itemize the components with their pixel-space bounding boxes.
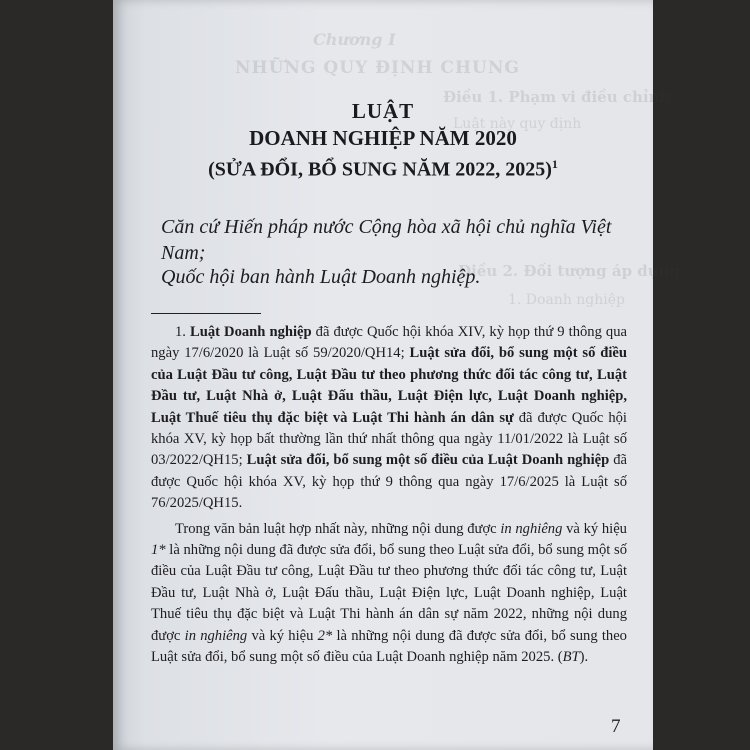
- law-amendment-note: [113, 157, 653, 182]
- show-through-article-2-text: 1. Doanh nghiệp: [508, 292, 626, 308]
- book-page: [113, 0, 681, 750]
- footnote-run: và ký hiệu: [562, 520, 627, 537]
- show-through-article-2: Điều 2. Đối tượng áp dụng: [458, 262, 681, 280]
- footnote-run: in nghiêng: [184, 627, 248, 644]
- footnote-run: và ký hiệu: [247, 627, 318, 644]
- law-title: LUẬT: [351, 99, 415, 123]
- show-through-article-1: Điều 1. Phạm vi điều chỉnh: [443, 88, 671, 106]
- footnote-run: Luật sửa đổi, bổ sung một số điều của Luật Đầu tư công, Luật Đầu tư theo phương thức đối tác công tư, Luật Đầu tư, Luật Nhà ở, Luật Đấu thầu, Luật Điện lực, Luật Doanh nghiệp, Luật Thuế tiêu thụ đặc biệt và Luật Thi hành án dân sự: [151, 345, 627, 426]
- footnote-run: 1*: [151, 542, 166, 559]
- page-number: 7: [611, 716, 621, 737]
- footnote-divider: [151, 313, 261, 314]
- footnote-paragraph-2: [151, 519, 627, 669]
- preamble-constitution: Căn cứ Hiến pháp nước Cộng hòa xã hội chủ nghĩa Việt Nam;: [161, 216, 612, 264]
- footnote-run: ).: [579, 649, 589, 666]
- footnote-run: đã được Quốc hội khóa XV, kỳ họp thứ 9 thông qua ngày 17/6/2025 là Luật số 76/2025/QH15.: [151, 452, 627, 512]
- footnote-run: Luật Doanh nghiệp: [190, 324, 312, 340]
- footnote-paragraph-1: [151, 322, 627, 515]
- law-name: DOANH NGHIỆP NĂM 2020: [249, 126, 517, 150]
- footnote-run: Trong văn bản luật hợp nhất này, những nội dung được: [175, 520, 501, 537]
- footnote-run: đã được Quốc hội khóa XIV, kỳ họp thứ 9 thông qua ngày 17/6/2020 là Luật số 59/2020/QH14;: [151, 324, 627, 362]
- preamble-enactment: Quốc hội ban hành Luật Doanh nghiệp.: [161, 266, 481, 288]
- footnote-run: 1.: [175, 324, 190, 340]
- show-through-chapter: Chương I: [313, 30, 396, 49]
- footnote-run: là những nội dung đã được sửa đổi, bổ sung theo Luật sửa đổi, bổ sung một số điều của Luật Đầu tư công, Luật Đầu tư theo phương thức đối tác công tư, Luật Đầu tư, Luật Nhà ở, Luật Đấu thầu, Luật Điện lực, Luật Doanh nghiệp, Luật Thuế tiêu thụ đặc biệt và Luật Thi hành án dân sự năm 2022, những nội dung được: [151, 542, 627, 644]
- footnote-reference: 1: [551, 157, 558, 171]
- footnote-run: BT: [562, 649, 580, 666]
- show-through-article-1-text: Luật này quy định: [453, 116, 582, 132]
- footnote-run: in nghiêng: [500, 520, 563, 537]
- law-amendment-text: (SỬA ĐỔI, BỔ SUNG NĂM 2022, 2025): [208, 158, 552, 181]
- footnote-run: 2*: [317, 627, 333, 644]
- footnote-run: đã được Quốc hội khóa XV, kỳ họp bất thường lần thứ nhất thông qua ngày 11/01/2022 là Luật số 03/2022/QH15;: [151, 409, 627, 469]
- footnote-run: là những nội dung đã được sửa đổi, bổ sung theo Luật sửa đổi, bổ sung một số điều của Luật Doanh nghiệp năm 2025. (: [151, 627, 627, 666]
- footnote: [151, 322, 627, 669]
- footnote-run: Luật sửa đổi, bổ sung một số điều của Luật Doanh nghiệp: [246, 452, 610, 469]
- show-through-heading: NHỮNG QUY ĐỊNH CHUNG: [235, 58, 520, 78]
